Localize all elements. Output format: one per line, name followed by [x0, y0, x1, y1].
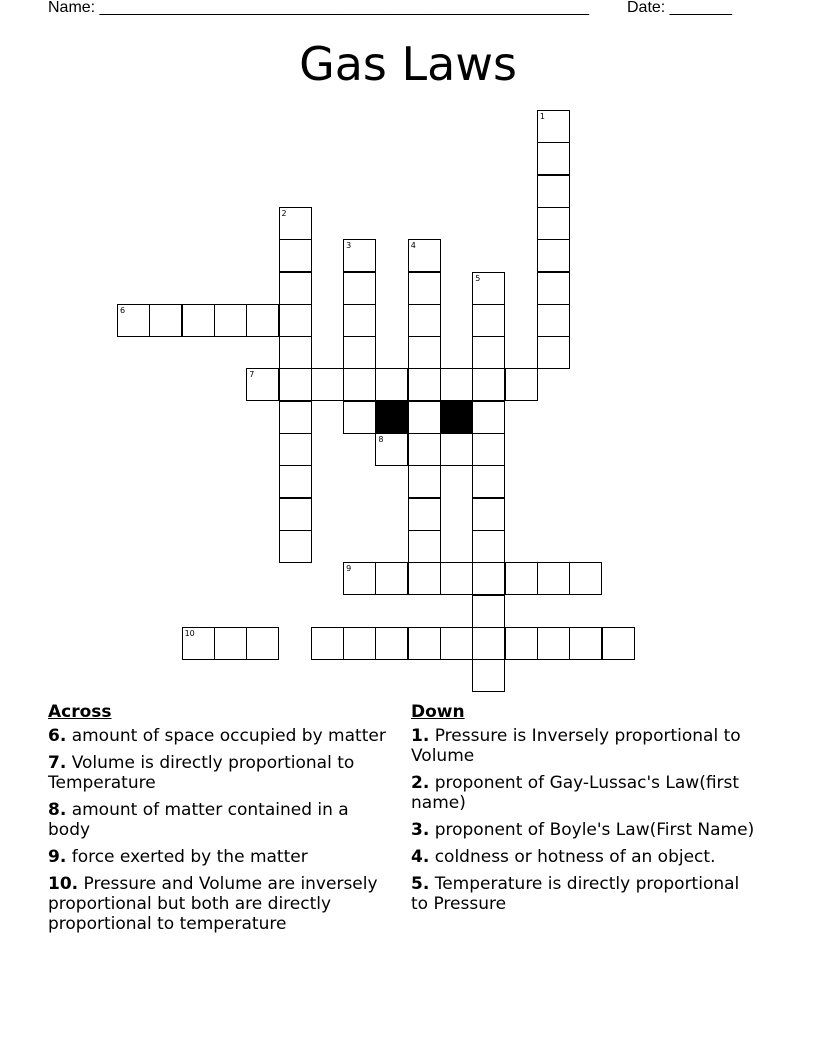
across-heading: Across [48, 702, 112, 722]
clue-across-8: 8. amount of matter contained in a body [48, 800, 349, 840]
crossword-cell[interactable] [440, 433, 473, 466]
crossword-cell[interactable] [408, 562, 441, 595]
crossword-cell[interactable] [343, 304, 376, 337]
crossword-cell[interactable] [279, 368, 312, 401]
crossword-cell[interactable] [117, 304, 150, 337]
crossword-cell[interactable] [472, 627, 505, 660]
name-field-label[interactable]: Name: _______________________________________________________ [48, 0, 589, 16]
crossword-cell[interactable] [472, 659, 505, 692]
crossword-cell[interactable] [537, 110, 570, 143]
crossword-cell[interactable] [214, 627, 247, 660]
crossword-cell[interactable] [375, 368, 408, 401]
down-heading: Down [411, 702, 465, 722]
clue-number: 7 [249, 370, 255, 380]
clue-number: 8 [378, 435, 384, 444]
crossword-cell[interactable] [408, 465, 441, 498]
crossword-cell[interactable] [537, 627, 570, 660]
clue-number: 3 [346, 241, 352, 251]
clue-down-2: 2. proponent of Gay-Lussac's Law(first name) [411, 773, 740, 813]
crossword-cell[interactable] [537, 175, 570, 208]
crossword-cell[interactable] [537, 272, 570, 305]
crossword-cell[interactable] [537, 239, 570, 272]
clue-down-4: 4. coldness or hotness of an object. [411, 847, 716, 867]
crossword-cell[interactable] [343, 336, 376, 369]
crossword-cell[interactable] [279, 401, 312, 434]
clue-number: 9 [346, 564, 352, 574]
crossword-cell[interactable] [279, 207, 312, 240]
crossword-cell[interactable] [279, 498, 312, 531]
crossword-cell[interactable] [149, 304, 182, 337]
crossword-cell[interactable] [569, 562, 602, 595]
crossword-cell[interactable] [343, 239, 376, 272]
clue-down-1: 1. Pressure is Inversely proportional to Volume [411, 726, 741, 766]
crossword-cell[interactable] [537, 562, 570, 595]
crossword-cell[interactable] [279, 239, 312, 272]
clue-number: 5 [475, 273, 481, 283]
crossword-cell[interactable] [246, 627, 279, 660]
clue-number: 6 [120, 305, 126, 315]
crossword-cell[interactable] [472, 530, 505, 563]
crossword-cell[interactable] [408, 433, 441, 466]
crossword-cell[interactable] [408, 368, 441, 401]
crossword-cell[interactable] [279, 272, 312, 305]
crossword-cell[interactable] [279, 336, 312, 369]
clue-number: 4 [410, 241, 416, 251]
crossword-cell[interactable] [472, 304, 505, 337]
crossword-cell[interactable] [214, 304, 247, 337]
crossword-cell[interactable] [343, 562, 376, 595]
crossword-cell[interactable] [472, 401, 505, 434]
crossword-cell[interactable] [472, 595, 505, 628]
crossword-cell[interactable] [246, 368, 279, 401]
crossword-cell[interactable] [408, 530, 441, 563]
clue-across-6: 6. amount of space occupied by matter [48, 726, 386, 746]
crossword-cell[interactable] [408, 498, 441, 531]
crossword-cell[interactable] [472, 498, 505, 531]
date-field-label[interactable]: Date: _______ [627, 0, 732, 16]
black-square [375, 401, 408, 434]
crossword-cell[interactable] [537, 142, 570, 175]
black-square [440, 401, 473, 434]
clue-down-5: 5. Temperature is directly proportional to Pressure [411, 874, 740, 914]
clue-across-10: 10. Pressure and Volume are inversely proportional but both are directly proportional to temperature [48, 874, 378, 934]
crossword-cell[interactable] [537, 207, 570, 240]
crossword-cell[interactable] [505, 368, 538, 401]
crossword-cell[interactable] [279, 304, 312, 337]
crossword-cell[interactable] [440, 368, 473, 401]
crossword-cell[interactable] [472, 465, 505, 498]
crossword-cell[interactable] [279, 530, 312, 563]
crossword-cell[interactable] [375, 562, 408, 595]
crossword-cell[interactable] [472, 562, 505, 595]
clue-across-9: 9. force exerted by the matter [48, 847, 308, 867]
crossword-cell[interactable] [408, 239, 441, 272]
crossword-cell[interactable] [537, 304, 570, 337]
down-clues [411, 702, 756, 921]
crossword-cell[interactable] [343, 401, 376, 434]
crossword-cell[interactable] [246, 304, 279, 337]
crossword-cell[interactable] [440, 562, 473, 595]
crossword-cell[interactable] [375, 433, 408, 466]
across-clues [48, 702, 393, 941]
crossword-cell[interactable] [472, 272, 505, 305]
crossword-cell[interactable] [440, 627, 473, 660]
clue-across-7: 7. Volume is directly proportional to Temperature [48, 753, 355, 793]
crossword-cell[interactable] [408, 272, 441, 305]
crossword-cell[interactable] [408, 401, 441, 434]
crossword-cell[interactable] [569, 627, 602, 660]
crossword-cell[interactable] [279, 433, 312, 466]
crossword-cell[interactable] [505, 562, 538, 595]
clue-number: 1 [539, 112, 545, 121]
page-title: Gas Laws [299, 37, 517, 91]
crossword-cell[interactable] [472, 433, 505, 466]
crossword-cell[interactable] [311, 368, 344, 401]
crossword-cell[interactable] [375, 627, 408, 660]
crossword-cell[interactable] [537, 336, 570, 369]
crossword-cell[interactable] [182, 627, 215, 660]
crossword-cell[interactable] [279, 465, 312, 498]
crossword-cell[interactable] [602, 627, 635, 660]
clue-number: 10 [184, 628, 195, 638]
crossword-cell[interactable] [343, 272, 376, 305]
crossword-cell[interactable] [408, 304, 441, 337]
clue-down-3: 3. proponent of Boyle's Law(First Name) [411, 820, 755, 840]
crossword-cell[interactable] [343, 627, 376, 660]
clue-number: 2 [281, 208, 287, 218]
crossword-cell[interactable] [311, 627, 344, 660]
crossword-cell[interactable] [408, 336, 441, 369]
crossword-cell[interactable] [182, 304, 215, 337]
crossword-cell[interactable] [408, 627, 441, 660]
crossword-cell[interactable] [472, 368, 505, 401]
crossword-cell[interactable] [472, 336, 505, 369]
crossword-cell[interactable] [343, 368, 376, 401]
crossword-cell[interactable] [505, 627, 538, 660]
